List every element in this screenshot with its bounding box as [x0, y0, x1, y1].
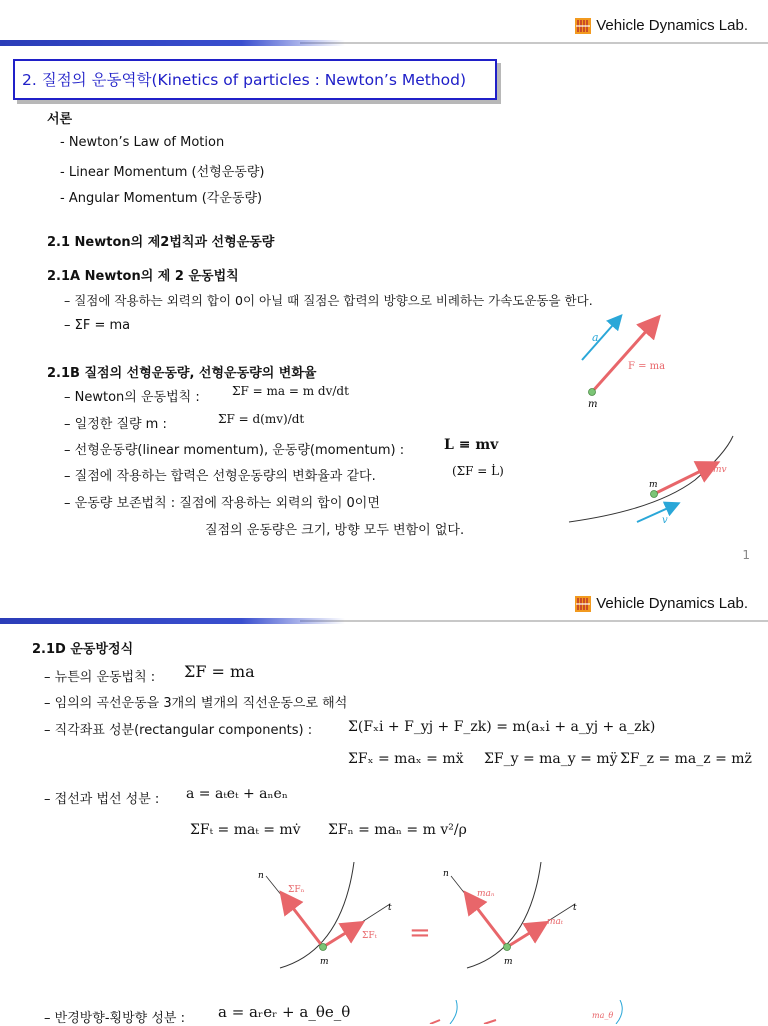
- equation: ΣF_z = ma_z = mz̈: [620, 751, 752, 767]
- body-text: 질점의 운동량은 크기, 방향 모두 변함이 없다.: [205, 523, 465, 538]
- equation: L ≡ mv: [444, 437, 499, 453]
- body-text: – 운동량 보존법칙 : 질점에 작용하는 외력의 합이 0이면: [64, 496, 380, 511]
- body-text: – 질점에 작용하는 합력은 선형운동량의 변화율과 같다.: [64, 469, 376, 484]
- inertia-components-figure: [437, 862, 587, 972]
- path-curve: [569, 436, 733, 522]
- path-curve: [616, 1000, 622, 1024]
- body-text: – 일정한 질량 m :: [64, 417, 167, 432]
- equation: Σ(Fₓi + F_yj + F_zk) = m(aₓi + a_yj + a_zk): [348, 719, 656, 735]
- particle-dot: [320, 944, 327, 951]
- label-v: v: [662, 515, 668, 526]
- label-mv: mv: [713, 465, 727, 475]
- header-rule: [0, 618, 768, 624]
- intro-item: - Angular Momentum (각운동량): [60, 191, 263, 206]
- normal-inertia-arrow: [467, 895, 507, 947]
- tangent-inertia-arrow: [507, 924, 544, 947]
- force-arrow: [484, 1020, 496, 1024]
- page-number: 1: [742, 548, 750, 562]
- body-text: – ΣF = ma: [64, 318, 131, 333]
- label-n: n: [258, 871, 264, 881]
- slide-title-box: [13, 59, 497, 100]
- equation: (ΣF = L̇): [452, 464, 504, 478]
- body-text: – 직각좌표 성분(rectangular components) :: [44, 723, 313, 738]
- force-components-figure: [250, 862, 400, 972]
- body-text: – 접선과 법선 성분 :: [44, 792, 160, 807]
- label-t: t: [388, 903, 392, 913]
- intro-item: - Newton’s Law of Motion: [60, 135, 225, 150]
- label-man: maₙ: [477, 889, 495, 899]
- body-text: – 뉴튼의 운동법칙 :: [44, 670, 156, 685]
- equals-sign: =: [409, 918, 431, 948]
- label-ma-theta: ma_θ: [592, 1011, 614, 1020]
- label-n: n: [443, 869, 449, 879]
- intro-heading: 서론: [47, 112, 73, 127]
- lab-name: Vehicle Dynamics Lab.: [596, 595, 748, 612]
- radial-transverse-figure-partial: [420, 1000, 640, 1024]
- header-rule: [0, 40, 768, 46]
- path-curve: [280, 862, 354, 968]
- force-arrow: [430, 1020, 440, 1024]
- lab-name: Vehicle Dynamics Lab.: [596, 17, 748, 34]
- lab-logo-icon: [575, 596, 591, 612]
- equation: ΣFₜ = maₜ = mv̇: [190, 822, 301, 838]
- equation: a = aₜeₜ + aₙeₙ: [186, 786, 288, 802]
- body-text: – Newton의 운동법칙 :: [64, 390, 200, 405]
- label-t: t: [573, 903, 577, 913]
- momentum-arrow: [654, 464, 715, 494]
- path-curve: [450, 1000, 457, 1024]
- label-m: m: [504, 957, 513, 967]
- body-text: – 질점에 작용하는 외력의 합이 0이 아닐 때 질점은 합력의 방향으로 비례하는 가속도운동을 한다.: [64, 293, 593, 308]
- label-m: m: [649, 480, 658, 490]
- force-acceleration-figure: [570, 305, 690, 415]
- section-heading: 2.1D 운동방정식: [32, 642, 134, 657]
- tangent-force-arrow: [323, 924, 360, 947]
- label-m: m: [320, 957, 329, 967]
- label-m: m: [588, 399, 598, 410]
- equation: a = aᵣeᵣ + a_θe_θ: [218, 1003, 351, 1021]
- momentum-figure: [565, 432, 735, 532]
- normal-force-arrow: [283, 895, 323, 947]
- lab-header: [575, 595, 748, 612]
- slide2-header: [0, 578, 768, 612]
- equation: ΣF = ma: [184, 662, 255, 681]
- section-heading: 2.1B 질점의 선형운동량, 선형운동량의 변화율: [47, 366, 317, 381]
- body-text: – 선형운동량(linear momentum), 운동량(momentum) :: [64, 443, 405, 458]
- slide-title: 2. 질점의 운동역학(Kinetics of particles : Newton’s Method): [22, 71, 467, 89]
- velocity-arrow: [637, 504, 677, 522]
- particle-dot: [651, 491, 658, 498]
- label-Ft: ΣFₜ: [362, 931, 377, 941]
- path-curve: [467, 862, 541, 968]
- label-Fn: ΣFₙ: [288, 885, 305, 895]
- lab-logo-icon: [575, 18, 591, 34]
- slide1-header: [0, 0, 768, 34]
- equation: ΣF = ma = m dv/dt: [232, 384, 349, 398]
- lab-header: [575, 17, 748, 34]
- body-text: – 반경방향-횡방향 성분 :: [44, 1011, 185, 1026]
- label-F: F = ma: [628, 361, 666, 372]
- particle-dot: [589, 389, 596, 396]
- equation: ΣF = d(mv)/dt: [218, 412, 305, 426]
- acceleration-arrow: [582, 317, 620, 360]
- equation: ΣF_y = ma_y = mÿ: [484, 751, 618, 767]
- equation: ΣFₙ = maₙ = m v²/ρ: [328, 822, 467, 838]
- label-a: a: [592, 331, 599, 344]
- intro-item: - Linear Momentum (선형운동량): [60, 165, 265, 180]
- equation: ΣFₓ = maₓ = mẍ: [348, 751, 464, 767]
- section-heading: 2.1A Newton의 제 2 운동법칙: [47, 269, 239, 284]
- section-heading: 2.1 Newton의 제2법칙과 선형운동량: [47, 235, 275, 250]
- label-mat: maₜ: [547, 917, 564, 927]
- body-text: – 임의의 곡선운동을 3개의 별개의 직선운동으로 해석: [44, 696, 348, 711]
- force-arrow: [592, 319, 657, 392]
- particle-dot: [504, 944, 511, 951]
